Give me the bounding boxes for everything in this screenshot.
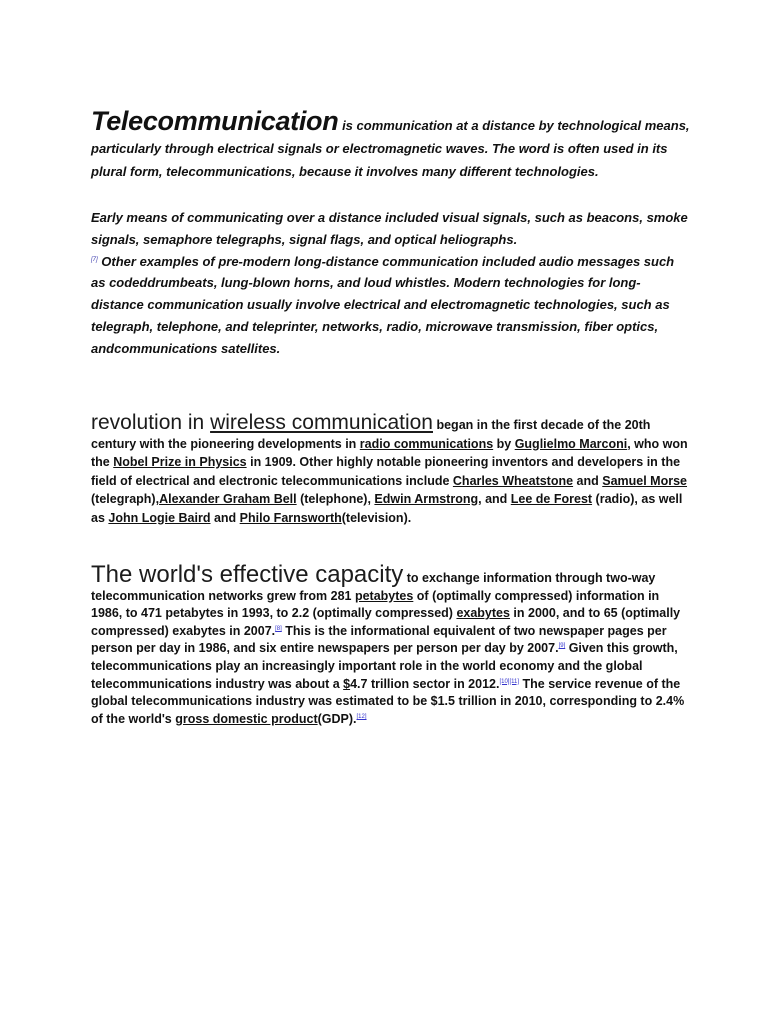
citation-12[interactable]: [12] bbox=[356, 713, 367, 720]
link-guglielmo-marconi[interactable]: Guglielmo Marconi bbox=[514, 436, 628, 451]
capacity-text-6: 4.7 trillion sector in 2012. bbox=[350, 676, 500, 691]
link-alexander-graham-bell[interactable]: Alexander Graham Bell bbox=[159, 492, 297, 506]
capacity-text-2: of (optimally compressed) information in 1986, to 471 petabytes in 1993, to 2.2 (optimally compressed) bbox=[91, 588, 660, 621]
link-edwin-armstrong[interactable]: Edwin Armstrong bbox=[374, 492, 479, 506]
capacity-lead: The world's effective capacity bbox=[91, 561, 404, 588]
link-exabytes[interactable]: exabytes bbox=[456, 606, 510, 621]
link-john-logie-baird[interactable]: John Logie Baird bbox=[108, 510, 211, 525]
capacity-text-1: to exchange information through two-way telecommunication networks grew from 281 bbox=[91, 571, 656, 603]
intro-paragraph bbox=[91, 106, 691, 183]
citation-8[interactable]: [8] bbox=[275, 625, 282, 632]
wireless-text-7: (telephone), bbox=[296, 492, 375, 506]
link-gross-domestic-product[interactable]: gross domestic product bbox=[175, 711, 318, 726]
history-text-b: Other examples of pre-modern long-distance communication included audio messages such as codeddrumbeats, lung-blown horns, and loud whistles. Modern technologies for long-distance communication usually involve electrical and electromagnetic technologies, such as telegraph, telephone, and teleprinter, networks, radio, microwave transmission, fiber optics, andcommunications satellites. bbox=[91, 253, 675, 356]
link-petabytes[interactable]: petabytes bbox=[354, 588, 414, 603]
citation-7[interactable]: [7] bbox=[91, 256, 98, 263]
wireless-text-2: by bbox=[493, 436, 515, 451]
wireless-text-9: (radio), as well as bbox=[91, 492, 683, 525]
link-samuel-morse[interactable]: Samuel Morse bbox=[602, 473, 688, 488]
wireless-text-8: , and bbox=[478, 492, 511, 506]
wireless-lead: revolution in bbox=[91, 411, 211, 434]
capacity-text-3: in 2000, and to 65 (optimally compressed) exabytes in 2007. bbox=[91, 606, 681, 638]
wireless-text-10: and bbox=[210, 510, 240, 525]
wireless-paragraph bbox=[91, 411, 691, 527]
history-text-a: Early means of communicating over a distance included visual signals, such as beacons, smoke signals, semaphore telegraphs, signal flags, and optical heliographs. bbox=[91, 210, 688, 247]
link-nobel-prize-physics[interactable]: Nobel Prize in Physics bbox=[113, 455, 247, 469]
link-lee-de-forest[interactable]: Lee de Forest bbox=[510, 492, 593, 506]
wireless-text-1: began in the first decade of the 20th century with the pioneering developments in bbox=[91, 418, 651, 451]
capacity-paragraph bbox=[91, 561, 691, 728]
intro-text: is communication at a distance by technological means, particularly through electrical signals or electromagnetic waves. The word is often used in its plural form, telecommunications, because it involves many different technologies. bbox=[91, 118, 690, 179]
link-dollar[interactable]: $ bbox=[343, 676, 351, 691]
capacity-text-4: This is the informational equivalent of two newspaper pages per person per day in 1986, and six entire newspapers per person per day by 2007. bbox=[91, 623, 667, 656]
wireless-text-3: , who won the bbox=[91, 436, 688, 469]
wireless-text-11: (television). bbox=[341, 510, 412, 525]
citation-9[interactable]: [9] bbox=[558, 643, 566, 650]
link-wireless-communication[interactable]: wireless communication bbox=[210, 411, 433, 434]
capacity-text-5: Given this growth, telecommunications play an increasingly important role in the world economy and the global telecommunications industry was about a bbox=[91, 641, 678, 691]
link-charles-wheatstone[interactable]: Charles Wheatstone bbox=[452, 473, 574, 488]
link-philo-farnsworth[interactable]: Philo Farnsworth bbox=[239, 510, 342, 525]
wireless-text-6: (telegraph), bbox=[91, 492, 160, 506]
link-radio-communications[interactable]: radio communications bbox=[359, 436, 494, 451]
capacity-text-8: (GDP). bbox=[317, 711, 357, 726]
history-paragraph bbox=[91, 207, 691, 360]
wireless-text-5: and bbox=[573, 473, 603, 488]
citation-10-11[interactable]: [10][11] bbox=[499, 678, 520, 685]
wireless-text-4: in 1909. Other highly notable pioneering inventors and developers in the field of electrical and electronic telecommunications include bbox=[91, 455, 681, 488]
capacity-text-7: The service revenue of the global telecommunications industry was estimated to be $1.5 trillion in 2010, corresponding to 2.4% of the world's bbox=[91, 676, 685, 726]
term-telecommunication: Telecommunication bbox=[91, 106, 339, 136]
